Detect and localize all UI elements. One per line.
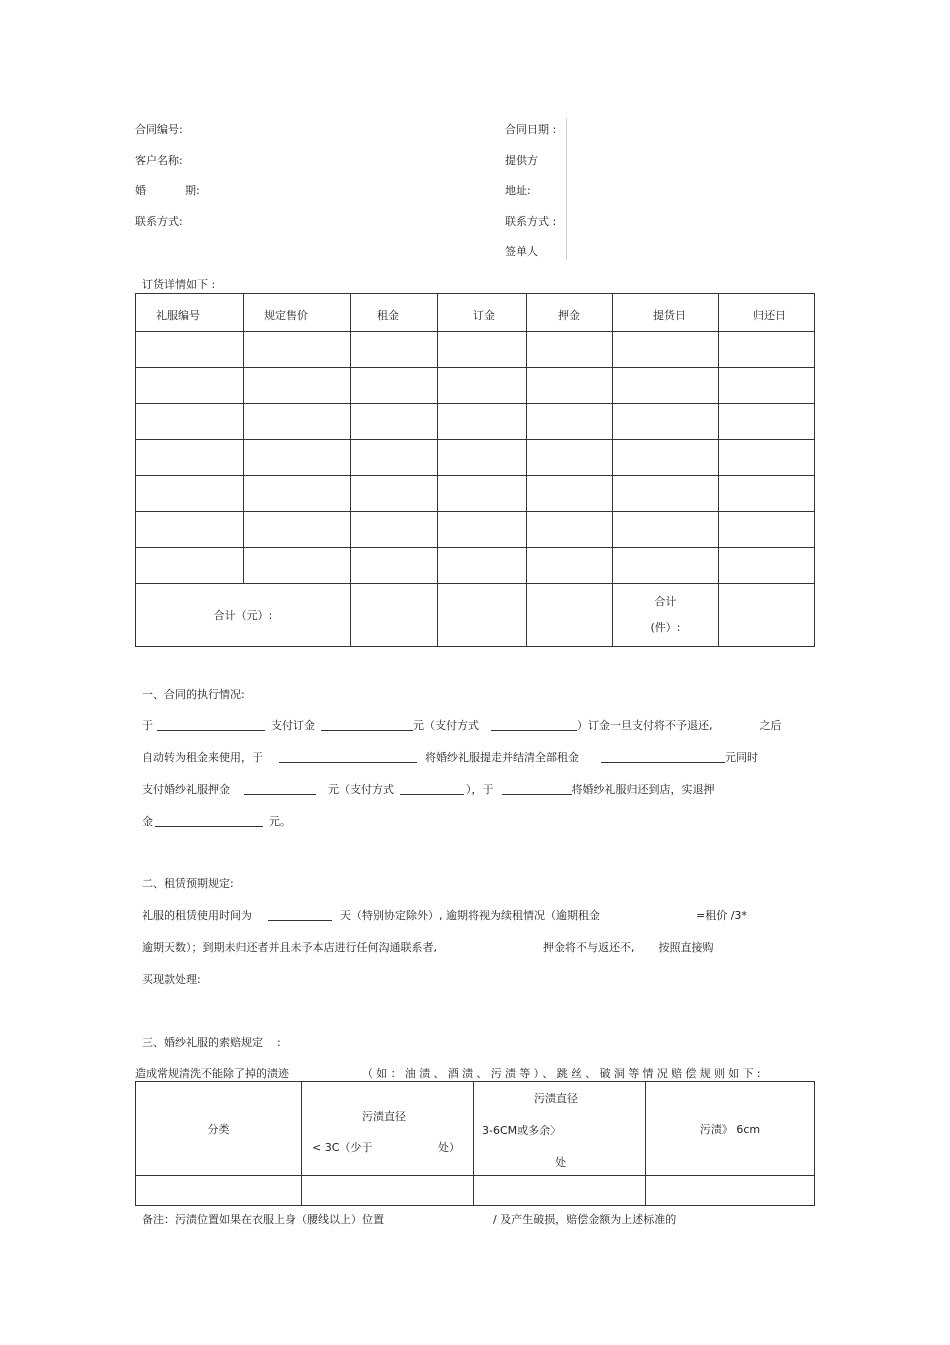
note-a: 备注：污渍位置如果在衣服上身（腰线以上）位置 [142,1213,384,1226]
table-row [136,1176,815,1206]
wedding-date-label-a: 婚 [135,184,146,197]
signer-label: 签单人 [505,245,538,258]
note-b: / 及产生破损，赔偿金额为上述标准的 [493,1213,677,1226]
compensation-table [135,1081,815,1206]
compensation-header-row [136,1082,815,1176]
section2-title: 二、租赁预期规定: [142,877,234,890]
section2-line3: 买现款处理: [142,973,201,986]
section2-line1: 礼服的租赁使用时间为 天（特别协定除外）, 逾期将视为续租情况（逾期租金 =租价 /3* [142,909,747,922]
customer-name-label: 客户名称: [135,154,183,167]
stain-large-header: 污渍》 6cm [646,1082,815,1176]
address-label: 地址: [505,184,531,197]
stain-small-header: 污渍直径 < 3C（少于 处） [302,1082,474,1176]
table-row [136,332,815,368]
col-header-dress-no: 礼服编号 [136,294,244,332]
section1-line4: 金 元。 [142,815,291,828]
wedding-date-label-b: 期: [185,184,200,197]
col-header-deposit-order: 订金 [438,294,527,332]
section1-line2: 自动转为租金来使用，于 将婚纱礼服提走并结清全部租金 元同时 [142,751,758,764]
section1-title: 一、合同的执行情况: [142,688,245,701]
customer-contact-label: 联系方式: [135,215,183,228]
order-table [135,293,815,647]
table-row [136,368,815,404]
contract-number-label: 合同编号: [135,123,183,136]
order-title: 订货详情如下 : [142,278,216,291]
table-row [136,440,815,476]
table-row [136,512,815,548]
table-row [136,476,815,512]
table-row [136,548,815,584]
section3-desc-b: （如：油渍、酒渍、污渍等）、跳丝、破洞等情况赔偿规则如下: [362,1067,764,1080]
section3-title: 三、婚纱礼服的索赔规定 : [142,1036,281,1049]
section1-line1: 于 支付订金 元（支付方式 ）订金一旦支付将不予退还, 之后 [142,719,782,732]
total-pieces-label: 合计 (件）: [613,584,719,647]
col-header-price: 规定售价 [244,294,351,332]
total-yuan-label: 合计（元）: [136,584,351,647]
table-row [136,404,815,440]
provider-label: 提供方 [505,154,538,167]
stain-medium-header: 污渍直径 3-6CM或多余〉 处 [474,1082,646,1176]
col-header-pickup-date: 提货日 [613,294,719,332]
col-header-return-date: 归还日 [719,294,815,332]
section2-line2: 逾期天数）；到期未归还者并且未予本店进行任何沟通联系者, 押金将不与返还不, 按照直接购 [142,941,714,954]
contract-date-label: 合同日期 : [505,123,557,136]
category-header: 分类 [136,1082,302,1176]
col-header-deposit-security: 押金 [527,294,613,332]
section1-line3: 支付婚纱礼服押金 元（支付方式 ），于 将婚纱礼服归还到店，实退押 [142,783,715,796]
section3-desc-a: 造成常规清洗不能除了掉的渍迹 [135,1067,289,1080]
order-header-row [136,294,815,332]
header-divider [566,118,567,260]
provider-contact-label: 联系方式 : [505,215,557,228]
col-header-rent: 租金 [351,294,438,332]
order-total-row [136,584,815,647]
